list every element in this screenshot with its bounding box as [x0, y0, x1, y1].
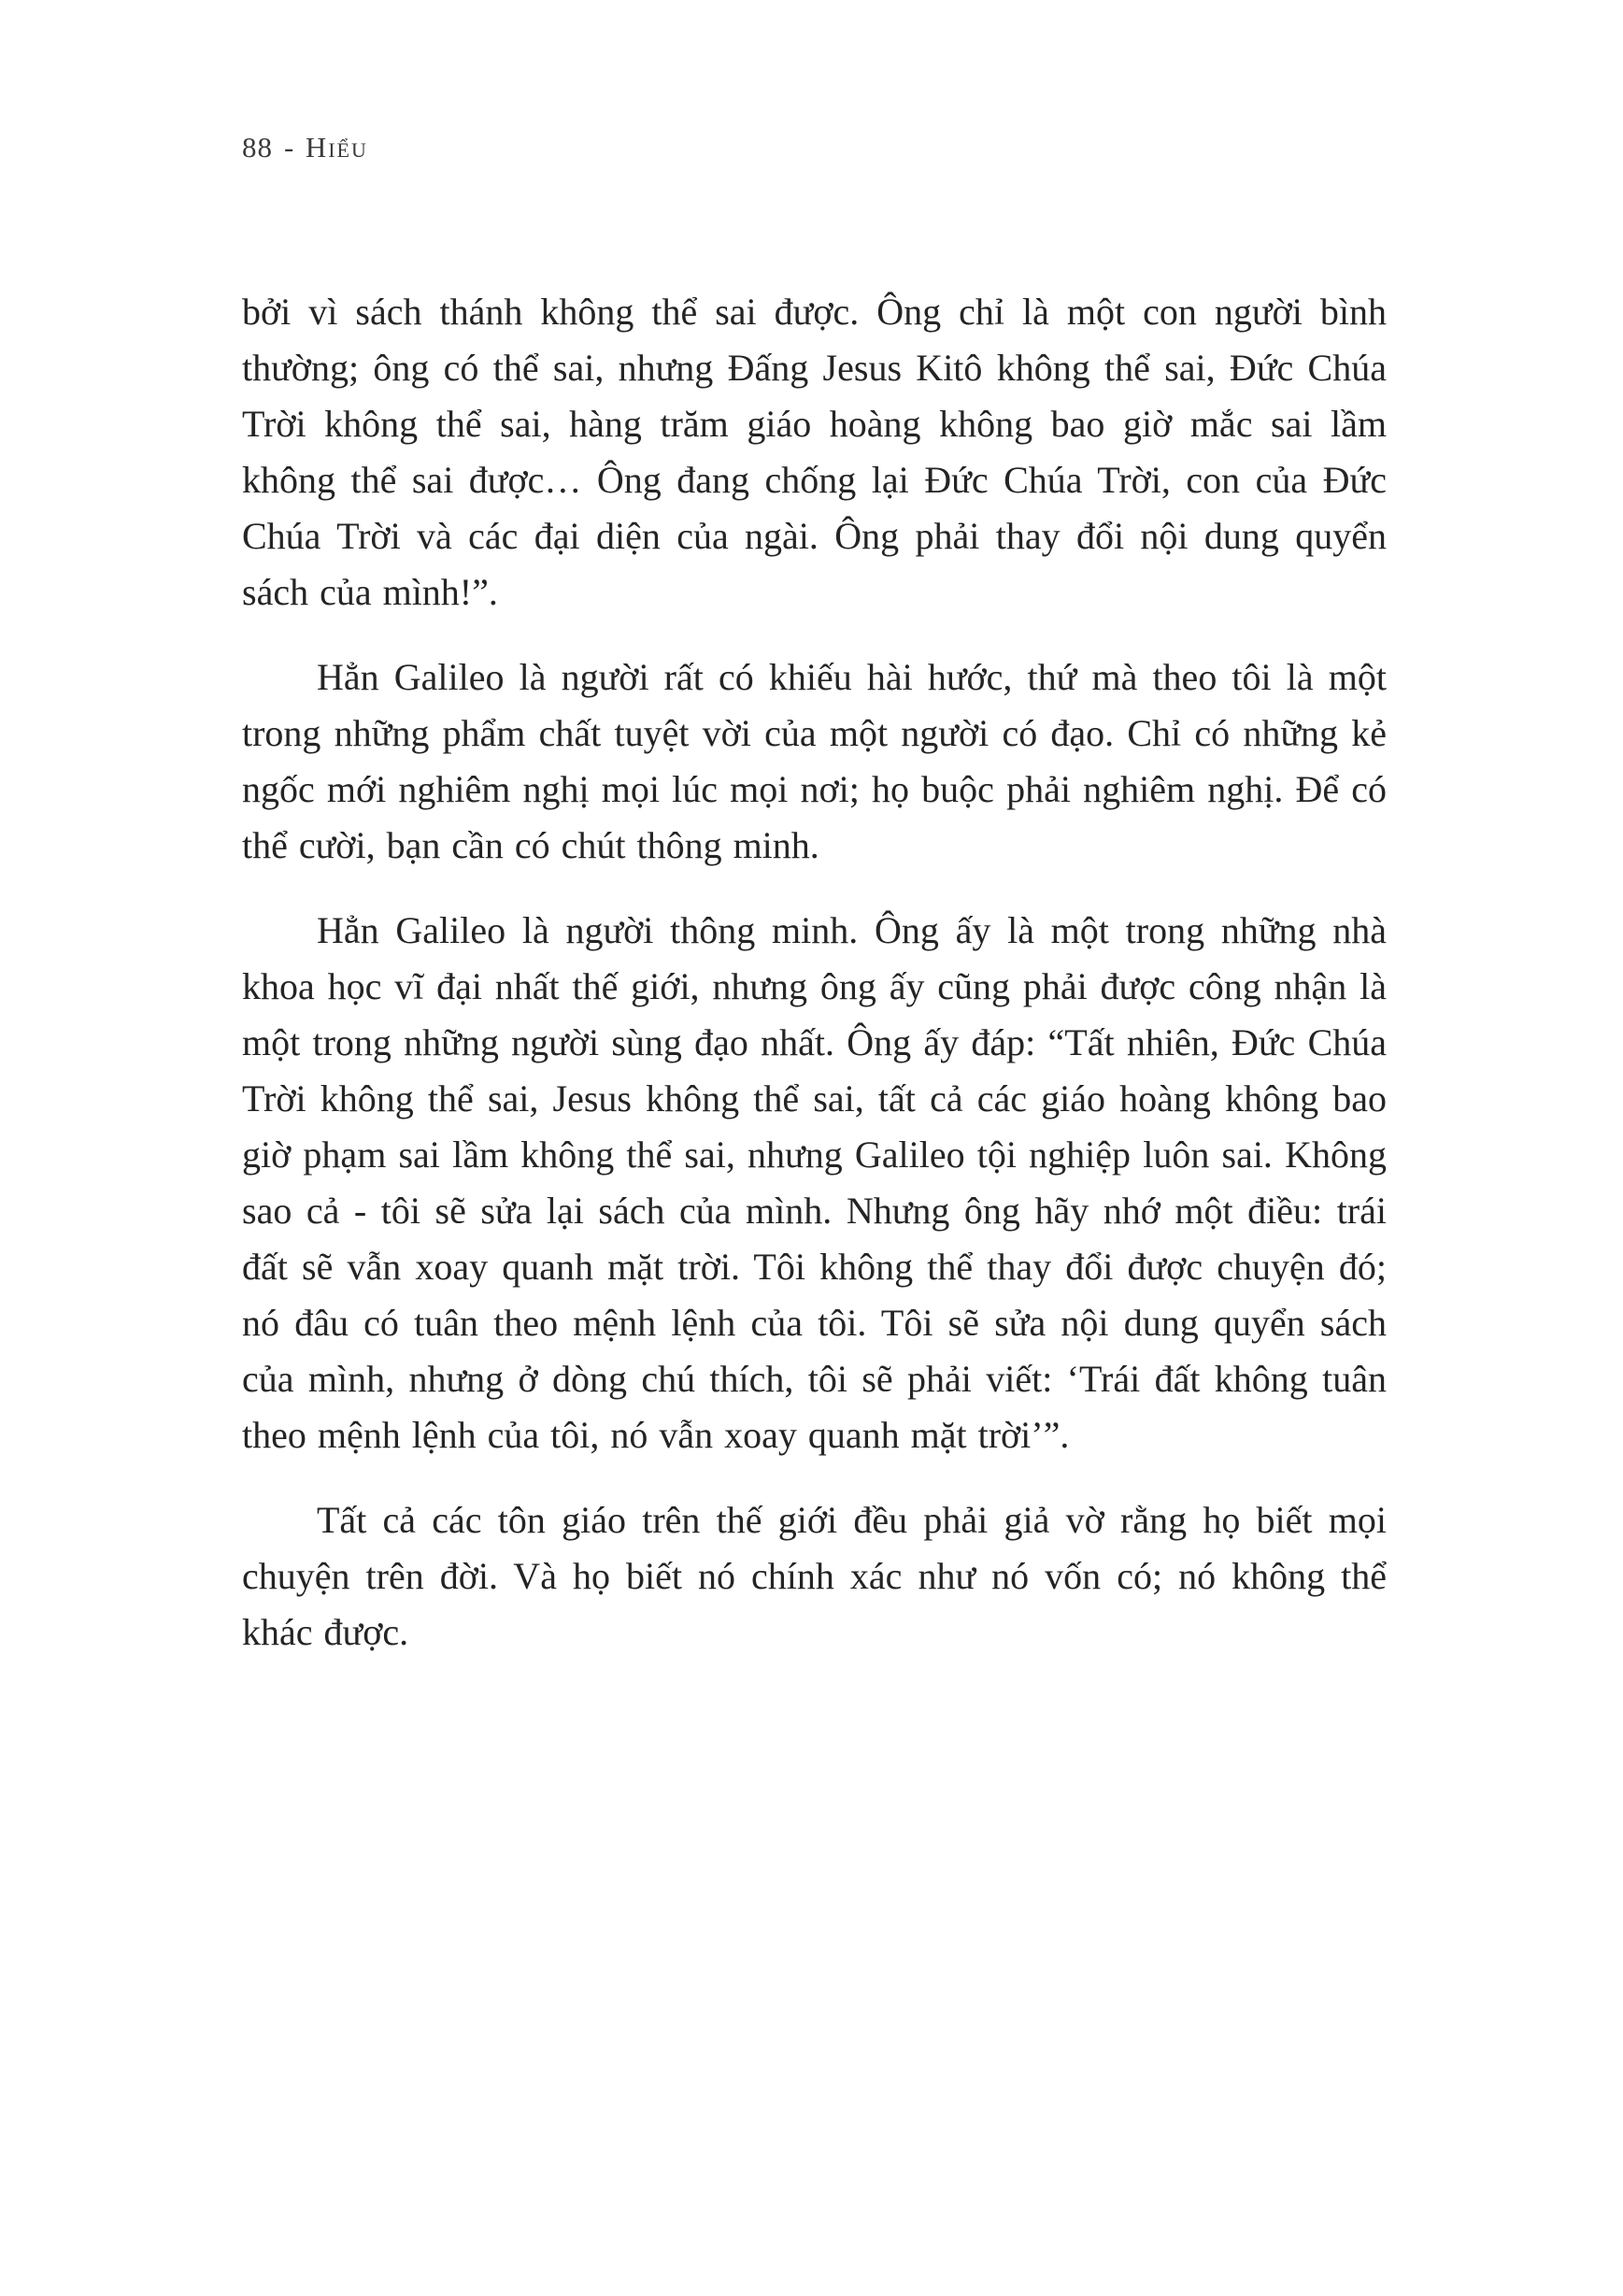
running-header	[242, 131, 1387, 164]
paragraph-1: bởi vì sách thánh không thể sai được. Ông chỉ là một con người bình thường; ông có thể sai, nhưng Đấng Jesus Kitô không thể sai, Đức Chúa Trời không thể sai, hàng trăm giáo hoàng không bao giờ mắc sai lầm không thể sai được… Ông đang chống lại Đức Chúa Trời, con của Đức Chúa Trời và các đại diện của ngài. Ông phải thay đổi nội dung quyển sách của mình!”.	[242, 291, 1387, 613]
page-number: 88	[242, 131, 273, 164]
header-separator: -	[284, 131, 294, 164]
chapter-title: Hiểu	[305, 131, 368, 164]
paragraph-3: Hẳn Galileo là người thông minh. Ông ấy là một trong những nhà khoa học vĩ đại nhất thế giới, nhưng ông ấy cũng phải được công nhận là một trong những người sùng đạo nhất. Ông ấy đáp: “Tất nhiên, Đức Chúa Trời không thể sai, Jesus không thể sai, tất cả các giáo hoàng không bao giờ phạm sai lầm không thể sai, nhưng Galileo tội nghiệp luôn sai. Không sao cả - tôi sẽ sửa lại sách của mình. Nhưng ông hãy nhớ một điều: trái đất sẽ vẫn xoay quanh mặt trời. Tôi không thể thay đổi được chuyện đó; nó đâu có tuân theo mệnh lệnh của tôi. Tôi sẽ sửa nội dung quyển sách của mình, nhưng ở dòng chú thích, tôi sẽ phải viết: ‘Trái đất không tuân theo mệnh lệnh của tôi, nó vẫn xoay quanh mặt trời’”.	[242, 909, 1387, 1456]
paragraph-2: Hẳn Galileo là người rất có khiếu hài hước, thứ mà theo tôi là một trong những phẩm chất tuyệt vời của một người có đạo. Chỉ có những kẻ ngốc mới nghiêm nghị mọi lúc mọi nơi; họ buộc phải nghiêm nghị. Để có thể cười, bạn cần có chút thông minh.	[242, 656, 1387, 866]
paragraph-4: Tất cả các tôn giáo trên thế giới đều phải giả vờ rằng họ biết mọi chuyện trên đời. Và họ biết nó chính xác như nó vốn có; nó không thể khác được.	[242, 1499, 1387, 1653]
body-text	[242, 284, 1387, 1661]
